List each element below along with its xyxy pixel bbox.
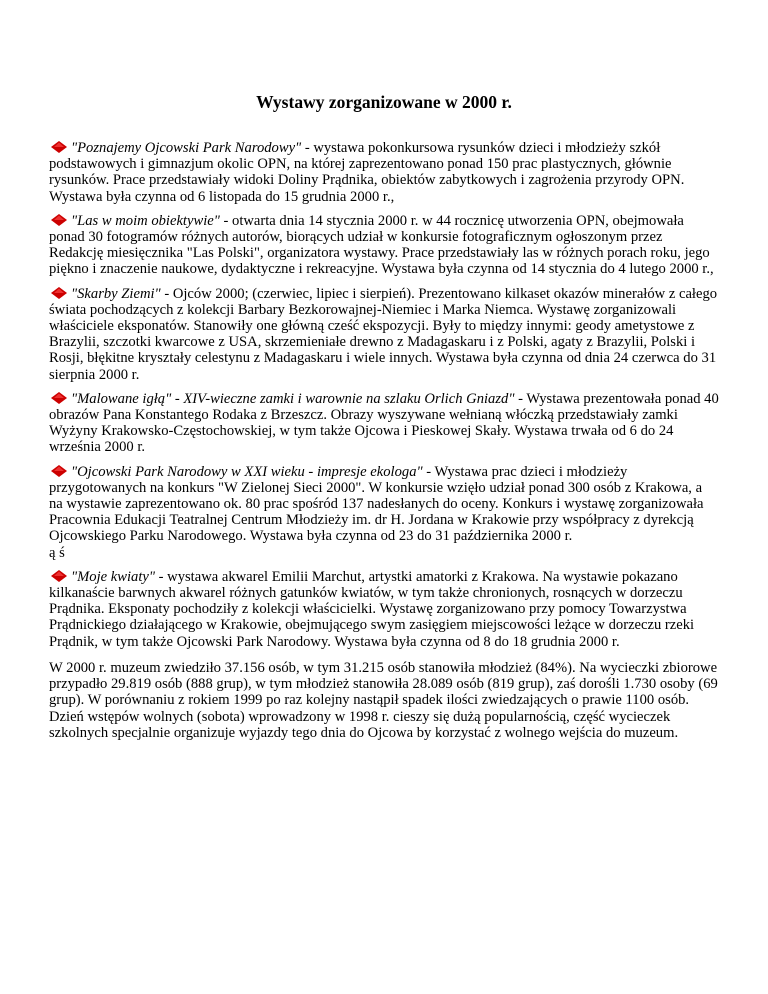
exhibition-entry (49, 140, 719, 205)
exhibition-description: - Wystawa prac dzieci i młodzieży przygotowanych na konkurs "W Zielonej Sieci 2000". W konkursie wzięło udział ponad 300 osób z Krakowa, a na wystawie zaprezentowano ok. 80 prac spośród 137 nadesłanych do oceny. Konkurs i wystawę zorganizowała Pracownia Edukacji Teatralnej Centrum Młodzieży im. dr H. Jordana w Krakowie przy współpracy z dyrekcją Ojcowskiego Parku Narodowego. Wystawa była czynna od 23 do 31 października 2000 r. (49, 463, 704, 545)
exhibition-entry (49, 213, 719, 278)
red-diamond-icon (51, 287, 69, 299)
visitor-summary: W 2000 r. muzeum zwiedziło 37.156 osób, w tym 31.215 osób stanowiła młodzież (84%). Na wycieczki zbiorowe przypadło 29.819 osób (888 grup), w tym młodzież stanowiła 28.089 osób (819 grup), zaś dorośli 1.730 osoby (69 grup). W porównaniu z rokiem 1999 po raz kolejny nastąpił spadek ilości zwiedzających o prawie 1100 osób. Dzień wstępów wolnych (sobota) wprowadzony w 1998 r. cieszy się dużą popularnością, część wycieczek szkolnych specjalnie organizuje wyjazdy tego dnia do Ojcowa by korzystać z wolnego wejścia do muzeum. (49, 659, 718, 741)
exhibition-name: "Skarby Ziemi" (71, 285, 161, 302)
exhibition-description: - Ojców 2000; (czerwiec, lipiec i sierpień). Prezentowano kilkaset okazów minerałów z całego świata pochodzących z kolekcji Barbary Bezkorowajnej-Niemiec i Marka Niemca. Wystawę zorganizowali właściciele eksponatów. Stanowiły one główną cześć ekspozycji. Były to między innymi: geody ametystowe z Brazylii, szczotki kwarcowe z USA, skrzemieniałe drewno z Madagaskaru i z Polski, agaty z Brazylii, Polski i Rosji, błękitne kryształy celestynu z Madagaskaru i wiele innych. Wystawa była czynna od dnia 24 czerwca do 31 sierpnia 2000 r. (49, 285, 718, 383)
exhibition-entry (49, 464, 719, 561)
red-diamond-icon (51, 465, 69, 477)
exhibition-name: "Malowane igłą" - XIV-wieczne zamki i warownie na szlaku Orlich Gniazd" (71, 390, 515, 407)
exhibition-description: - wystawa pokonkursowa rysunków dzieci i młodzieży szkół podstawowych i gimnazjum okolic OPN, na której zaprezentowano ponad 150 prac plastycznych, głównie rysunków. Prace przedstawiały widoki Doliny Prądnika, obiektów zabytkowych i zagrożenia przyrody OPN. Wystawa była czynna od 6 listopada do 15 grudnia 2000 r., (49, 140, 685, 205)
exhibition-entry (49, 569, 719, 650)
red-diamond-icon (51, 570, 69, 582)
exhibition-description: - wystawa akwarel Emilii Marchut, artystki amatorki z Krakowa. Na wystawie pokazano kilkanaście barwnych akwarel różnych gatunków kwiatów, w tym także chronionych, rosnących w dorzeczu Prądnika. Eksponaty pochodziły z kolekcji właścicielki. Wystawę zorganizowano przy pomocy Towarzystwa Prądnickiego działającego w Krakowie, obejmującego swym zasięgiem miejscowości leżące w dorzeczu rzeki Prądnik, w tym także Ojcowski Park Narodowy. Wystawa była czynna od 8 do 18 grudnia 2000 r. (49, 568, 695, 650)
exhibition-name: "Moje kwiaty" (71, 568, 155, 585)
red-diamond-icon (51, 214, 69, 226)
exhibition-list (49, 140, 719, 650)
exhibition-description: - otwarta dnia 14 stycznia 2000 r. w 44 rocznicę utworzenia OPN, obejmowała ponad 30 fotogramów różnych autorów, biorących udział w konkursie fotograficznym ogłoszonym przez Redakcję miesięcznika "Las Polski", organizatora wystawy. Prace przedstawiały las w różnych porach roku, jego piękno i znaczenie naukowe, dydaktyczne i rekreacyjne. Wystawa była czynna od 14 stycznia do 4 lutego 2000 r., (49, 212, 714, 278)
stray-characters: ą ś (49, 544, 65, 561)
exhibition-name: "Las w moim obiektywie" (71, 212, 220, 229)
exhibition-entry (49, 286, 719, 383)
exhibition-name: "Poznajemy Ojcowski Park Narodowy" (71, 140, 302, 156)
page-title: Wystawy zorganizowane w 2000 r. (256, 92, 512, 112)
red-diamond-icon (51, 392, 69, 404)
exhibition-description: - Wystawa prezentowała ponad 40 obrazów Pana Konstantego Rodaka z Brzeszcz. Obrazy wyszywane wełnianą włóczką przedstawiały zamki Wyżyny Krakowsko-Częstochowskiej, w tym także Ojcowa i Pieskowej Skały. Wystawa trwała od 6 do 24 września 2000 r. (49, 390, 719, 456)
exhibition-entry (49, 391, 719, 456)
red-diamond-icon (51, 141, 69, 153)
exhibition-name: "Ojcowski Park Narodowy w XXI wieku - impresje ekologa" (71, 463, 423, 480)
document-page (49, 0, 719, 741)
